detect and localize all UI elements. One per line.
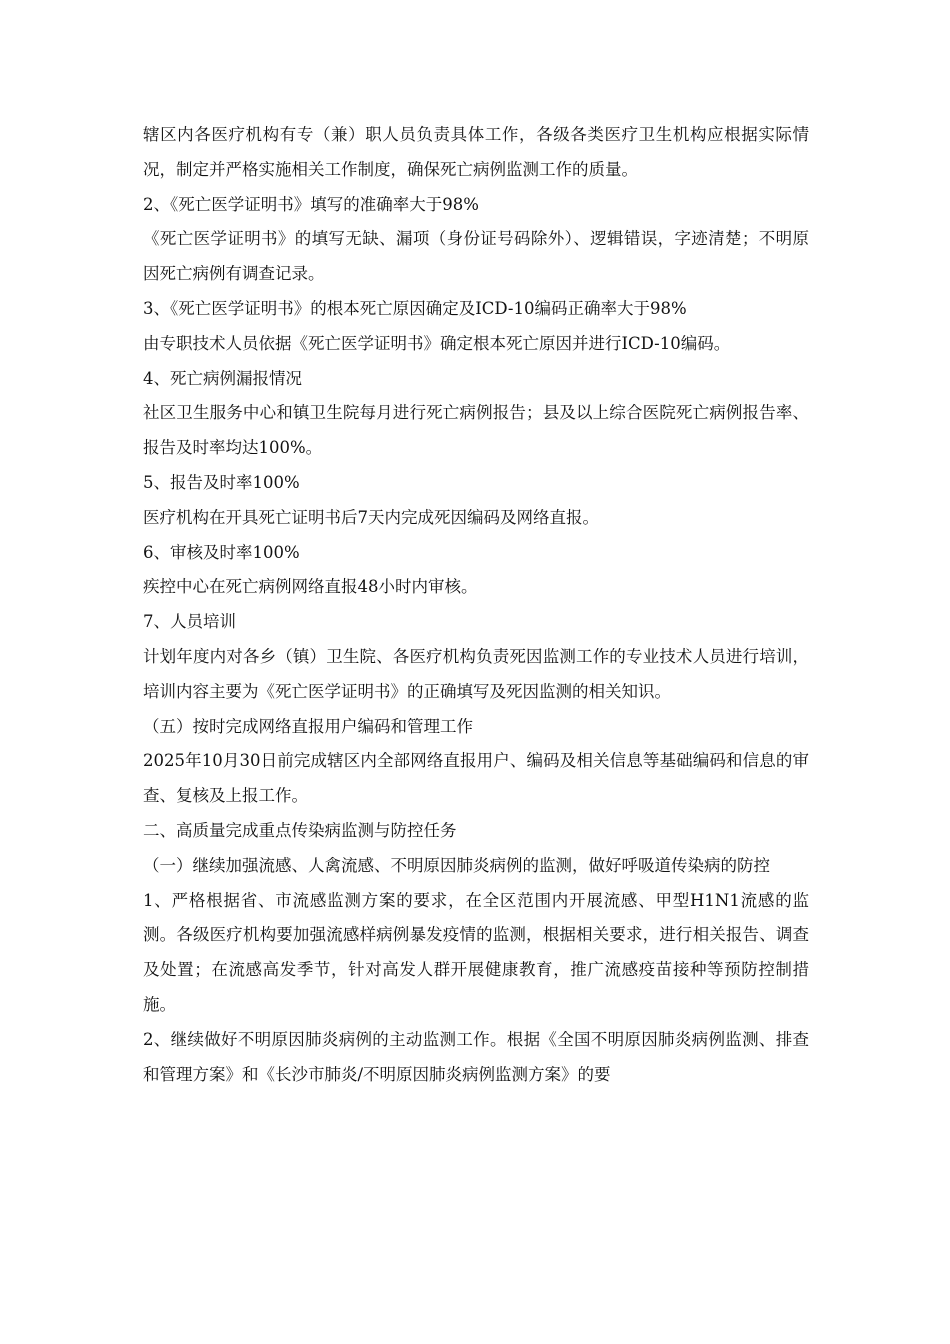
paragraph-report-timeliness: 医疗机构在开具死亡证明书后7天内完成死因编码及网络直报。: [143, 507, 599, 527]
document-body: [143, 118, 809, 1092]
heading-training: 7、人员培训: [143, 612, 236, 632]
paragraph-training: 计划年度内对各乡（镇）卫生院、各医疗机构负责死因监测工作的专业技术人员进行培训，培训内容主要为《死亡医学证明书》的正确填写及死因监测的相关知识。: [143, 646, 809, 701]
heading-section-two: 二、高质量完成重点传染病监测与防控任务: [143, 820, 457, 840]
paragraph-staffing: 辖区内各医疗机构有专（兼）职人员负责具体工作，各级各类医疗卫生机构应根据实际情况，制定并严格实施相关工作制度，确保死亡病例监测工作的质量。: [143, 125, 809, 179]
paragraph-underreporting: 社区卫生服务中心和镇卫生院每月进行死亡病例报告；县及以上综合医院死亡病例报告率、报告及时率均达100%。: [143, 403, 809, 458]
heading-user-coding: （五）按时完成网络直报用户编码和管理工作: [143, 716, 473, 736]
heading-review-timeliness: 6、审核及时率100%: [143, 542, 300, 562]
paragraph-influenza-monitoring: 1、严格根据省、市流感监测方案的要求，在全区范围内开展流感、甲型H1N1流感的监测。各级医疗机构要加强流感样病例暴发疫情的监测，根据相关要求，进行相关报告、调查及处置；在流感高发季节，针对高发人群开展健康教育，推广流感疫苗接种等预防控制措施。: [143, 890, 809, 1014]
heading-underreporting: 4、死亡病例漏报情况: [143, 368, 302, 388]
heading-report-timeliness: 5、报告及时率100%: [143, 472, 300, 492]
paragraph-pneumonia-monitoring: 2、继续做好不明原因肺炎病例的主动监测工作。根据《全国不明原因肺炎病例监测、排查和管理方案》和《长沙市肺炎/不明原因肺炎病例监测方案》的要: [143, 1029, 809, 1084]
paragraph-review-timeliness: 疾控中心在死亡病例网络直报48小时内审核。: [143, 577, 478, 597]
paragraph-icd-accuracy: 由专职技术人员依据《死亡医学证明书》确定根本死亡原因并进行ICD-10编码。: [143, 333, 731, 353]
heading-influenza-monitoring: （一）继续加强流感、人禽流感、不明原因肺炎病例的监测，做好呼吸道传染病的防控: [143, 855, 770, 875]
paragraph-user-coding: 2025年10月30日前完成辖区内全部网络直报用户、编码及相关信息等基础编码和信息的审查、复核及上报工作。: [143, 751, 809, 806]
heading-icd-accuracy: 3、《死亡医学证明书》的根本死亡原因确定及ICD-10编码正确率大于98%: [143, 298, 687, 318]
paragraph-certificate-accuracy: 《死亡医学证明书》的填写无缺、漏项（身份证号码除外）、逻辑错误，字迹清楚；不明原因死亡病例有调查记录。: [143, 229, 809, 284]
heading-certificate-accuracy: 2、《死亡医学证明书》填写的准确率大于98%: [143, 194, 479, 214]
